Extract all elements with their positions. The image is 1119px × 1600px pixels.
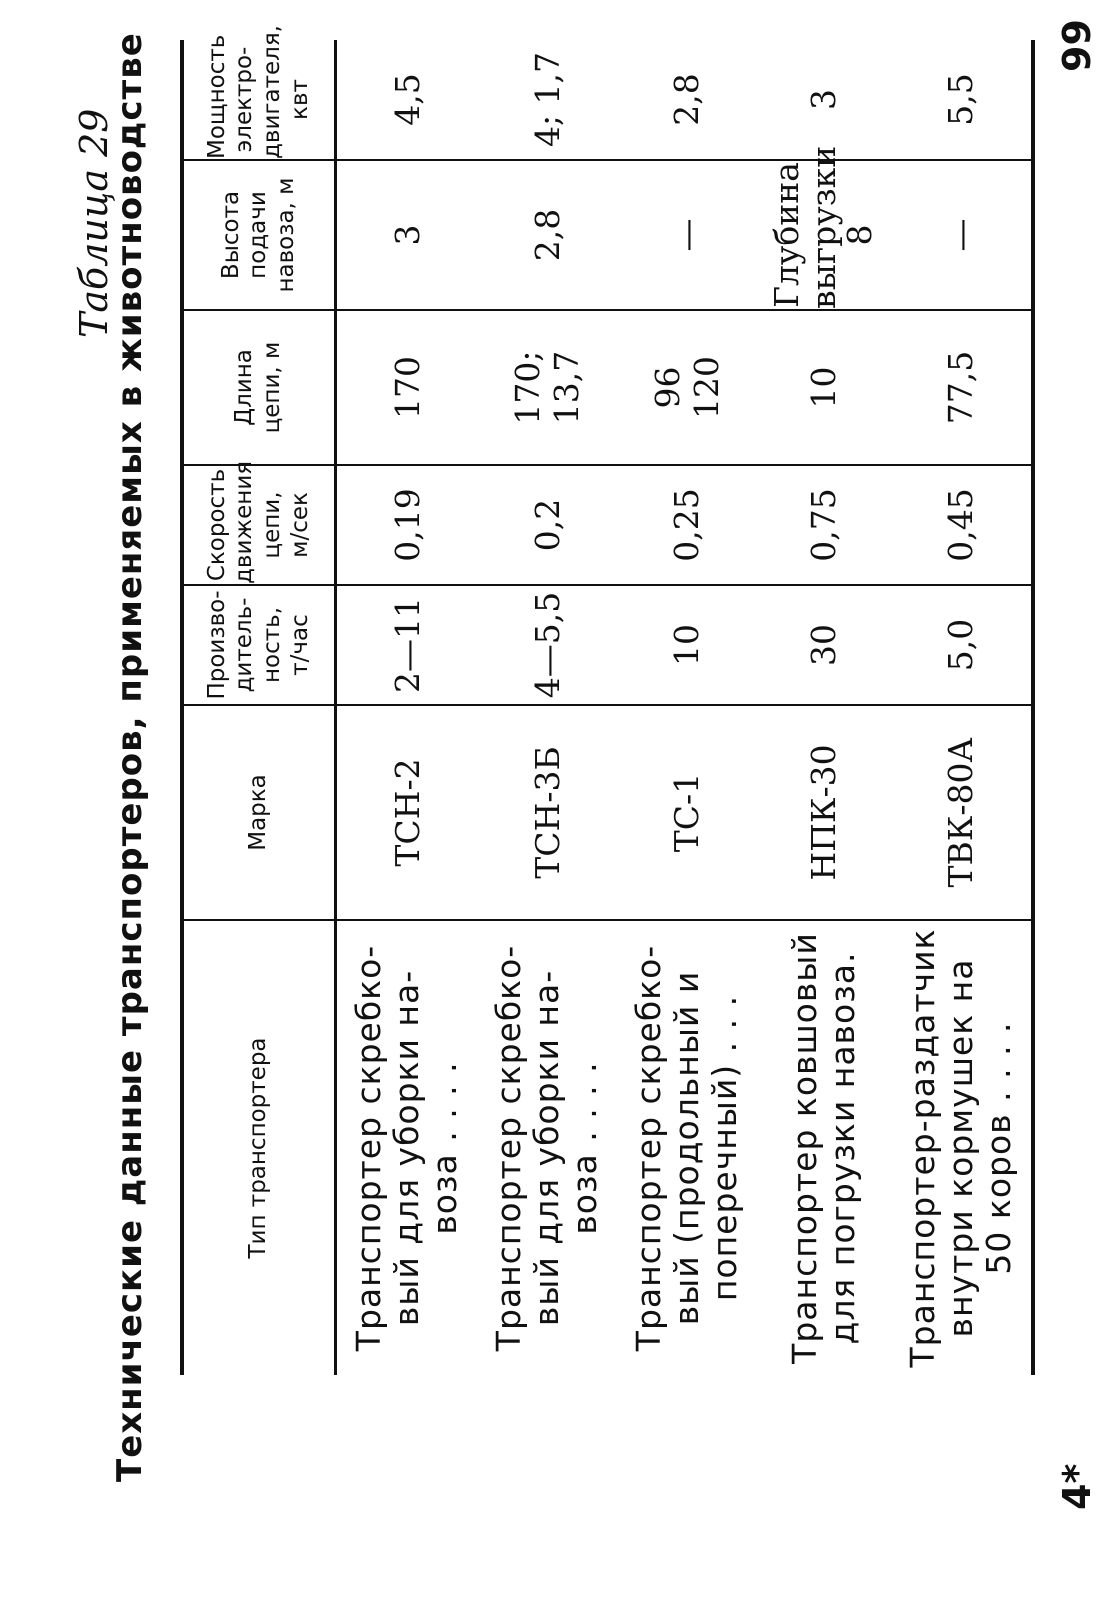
cell-power: 4; 1,7 — [477, 40, 617, 160]
cell-productivity: 5,0 — [891, 585, 1033, 705]
cell-productivity: 10 — [617, 585, 757, 705]
cell-mark: ТС-1 — [617, 705, 757, 920]
cell-mark: ТВК-80А — [891, 705, 1033, 920]
header-length: Длина цепи, м — [182, 310, 336, 465]
cell-height: 3 — [336, 160, 478, 310]
table-title: Технические данные транспортеров, применяемых в животноводстве — [110, 32, 150, 1482]
header-power: Мощность электро- двигателя, квт — [182, 40, 336, 160]
cell-mark: НПК-30 — [757, 705, 891, 920]
table-row — [336, 40, 478, 1375]
cell-height: — — [617, 160, 757, 310]
cell-type: Транспортер скребко- вый для уборки на- воза . . . . — [349, 944, 465, 1352]
cell-productivity: 2—11 — [336, 585, 478, 705]
cell-type: Транспортер скребко- вый (продольный и поперечный) . . . — [629, 944, 744, 1352]
cell-mark: ТСН-2 — [336, 705, 478, 920]
table-row — [891, 40, 1033, 1375]
cell-length: 96 120 — [617, 310, 757, 465]
cell-productivity: 4—5,5 — [477, 585, 617, 705]
cell-power: 3 — [757, 40, 891, 160]
table-row — [757, 40, 891, 1375]
cell-speed: 0,19 — [336, 465, 478, 585]
cell-speed: 0,45 — [891, 465, 1033, 585]
cell-mark: ТСН-3Б — [477, 705, 617, 920]
cell-power: 5,5 — [891, 40, 1033, 160]
cell-length: 77,5 — [891, 310, 1033, 465]
cell-height: Глубина выгрузки 8 — [757, 160, 891, 310]
header-productivity: Произво- дитель- ность, т/час — [182, 585, 336, 705]
cell-speed: 0,2 — [477, 465, 617, 585]
table-row — [617, 40, 757, 1375]
table-label: Таблица 29 — [72, 108, 116, 338]
cell-productivity: 30 — [757, 585, 891, 705]
cell-length: 10 — [757, 310, 891, 465]
page-number: 99 — [1055, 19, 1099, 72]
header-type: Тип транспортера — [245, 1037, 272, 1259]
cell-height: 2,8 — [477, 160, 617, 310]
cell-power: 4,5 — [336, 40, 478, 160]
cell-type: Транспортер ковшовый для погрузки навоза. — [784, 932, 862, 1364]
cell-power: 2,8 — [617, 40, 757, 160]
cell-length: 170; 13,7 — [477, 310, 617, 465]
cell-height: — — [891, 160, 1033, 310]
header-mark: Марка — [182, 705, 336, 920]
table-row — [477, 40, 617, 1375]
header-height: Высота подачи навоза, м — [182, 160, 336, 310]
folio-mark: 4* — [1055, 1463, 1099, 1510]
cell-type: Транспортер-раздатчик внутри кормушек на 50 коров . . . . — [902, 928, 1018, 1368]
cell-length: 170 — [336, 310, 478, 465]
header-row — [182, 40, 336, 1375]
header-speed: Скорость движения цепи, м/сек — [182, 465, 336, 585]
transporter-table — [180, 25, 1035, 1375]
cell-speed: 0,75 — [757, 465, 891, 585]
cell-speed: 0,25 — [617, 465, 757, 585]
cell-type: Транспортер скребко- вый для уборки на- воза . . . . — [489, 944, 605, 1352]
